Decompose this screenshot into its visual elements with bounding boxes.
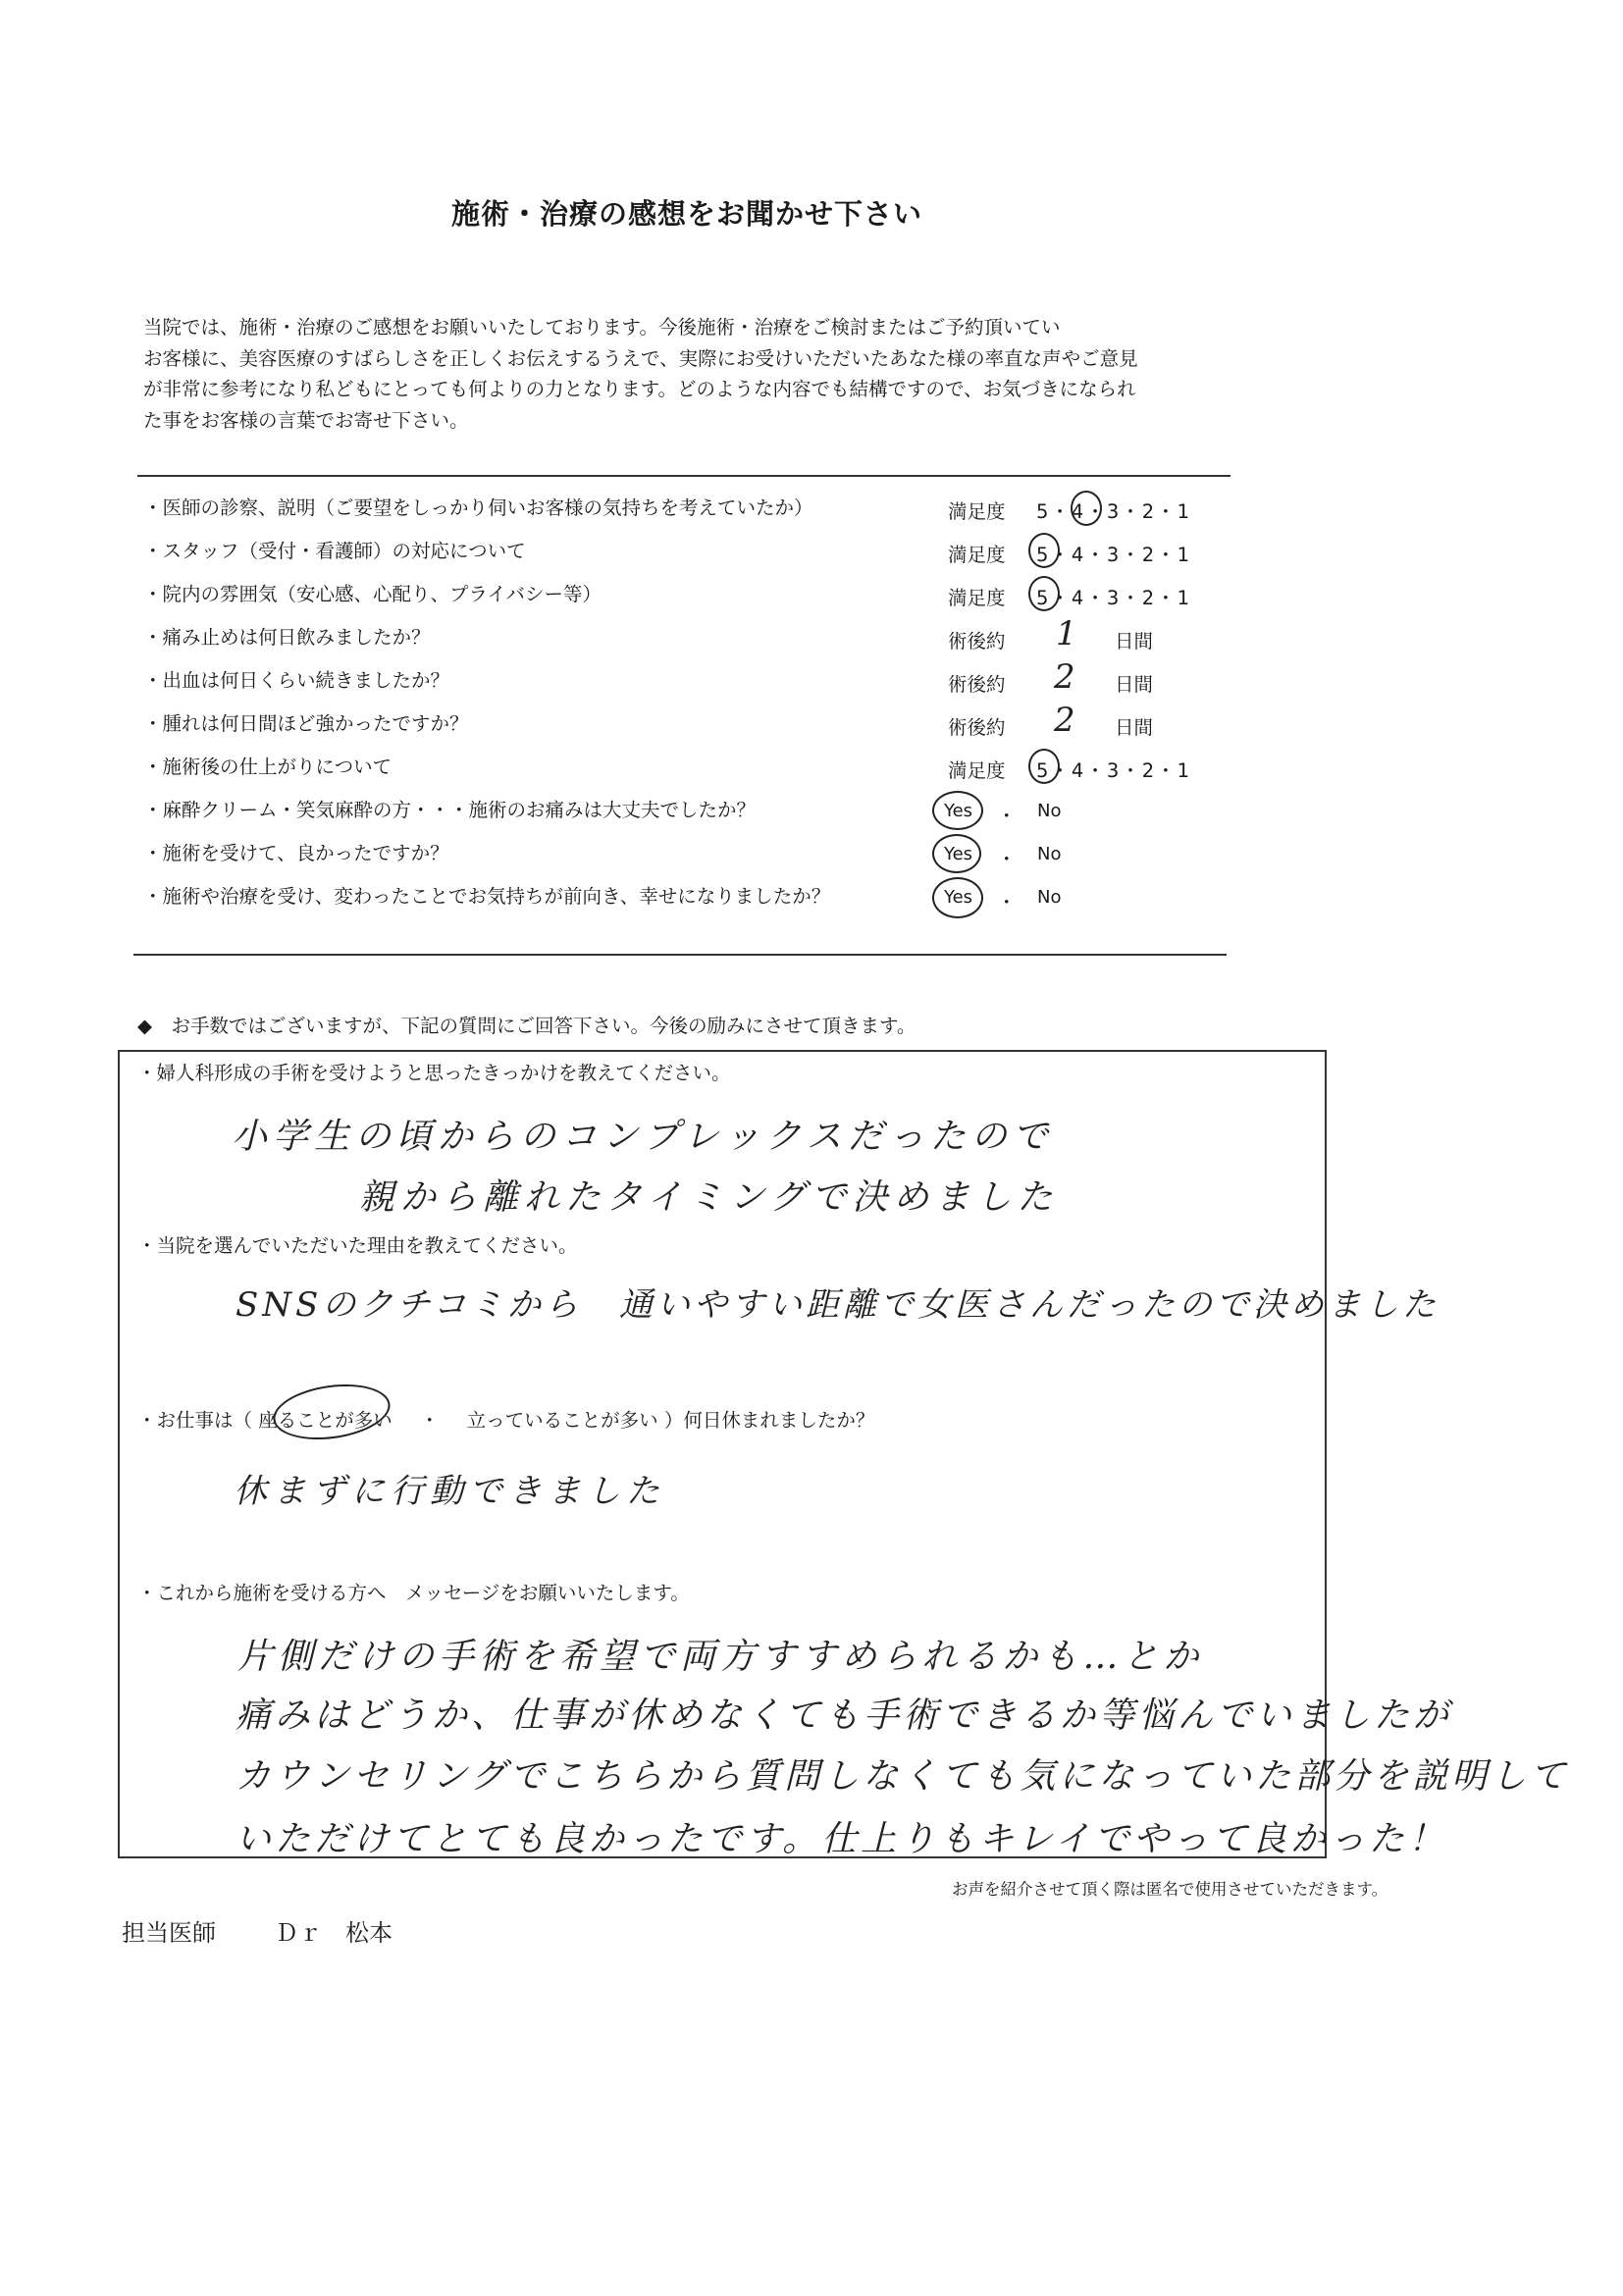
no-option: No [1037, 844, 1062, 864]
handwritten-answer: カウンセリングでこちらから質問しなくても気になっていた部分を説明して [236, 1756, 1570, 1797]
yes-selected-circle [932, 834, 981, 873]
option-separator: ・ [997, 848, 1017, 870]
handwritten-answer: 親から離れたタイミングで決めました [359, 1177, 1059, 1218]
section-header: ◆ お手数ではございますが、下記の質問にご回答下さい。今後の励みにさせて頂きます。 [137, 1015, 916, 1037]
handwritten-answer: 休まずに行動できました [234, 1472, 665, 1511]
intro-line: 当院では、施術・治療のご感想をお願いいたしております。今後施術・治療をご検討またはご予約頂いてい [143, 316, 1061, 339]
satisfaction-label: 満足度 [948, 759, 1006, 782]
question-clinic-atmosphere: ・院内の雰囲気（安心感、心配り、プライバシー等） [143, 583, 602, 605]
satisfaction-label: 満足度 [948, 500, 1006, 523]
question-satisfied-with-treatment: ・施術を受けて、良かったですか？ [143, 842, 449, 864]
satisfaction-label: 満足度 [948, 587, 1006, 609]
yes-selected-circle [932, 791, 983, 830]
question-staff-response: ・スタッフ（受付・看護師）の対応について [143, 540, 526, 562]
selected-rating-circle [1028, 749, 1060, 784]
question-reason-for-clinic: ・当院を選んでいただいた理由を教えてください。 [137, 1234, 578, 1257]
question-work-style [137, 1405, 874, 1433]
survey-top-rule [137, 475, 1230, 477]
anonymity-note: お声を紹介させて頂く際は匿名で使用させていただきます。 [952, 1880, 1388, 1899]
question-finish-result: ・施術後の仕上がりについて [143, 756, 393, 778]
days-label: 日間 [1115, 716, 1154, 739]
intro-paragraph [143, 312, 1242, 436]
satisfaction-scale: 5・4・3・2・1 [1036, 759, 1192, 782]
survey-bottom-rule [133, 954, 1227, 956]
option-separator: ・ [419, 1409, 440, 1432]
yes-selected-circle [932, 877, 983, 918]
page-title: 施術・治療の感想をお聞かせ下さい [450, 197, 922, 231]
question-bleeding-days: ・出血は何日くらい続きましたか？ [143, 669, 450, 692]
selected-rating-circle [1028, 533, 1060, 568]
intro-line: が非常に参考になり私どもにとっても何よりの力となります。どのような内容でも結構ですので、お気づきになられ [143, 378, 1136, 400]
post-op-label: 術後約 [948, 673, 1006, 696]
selected-rating-circle [1071, 491, 1102, 526]
yes-option: Yes [944, 887, 973, 908]
handwritten-answer: 片側だけの手術を希望で両方すすめられるかも…とか [237, 1637, 1204, 1677]
selected-rating-circle [1028, 576, 1060, 611]
no-option: No [1037, 887, 1062, 908]
yes-option: Yes [944, 801, 973, 821]
satisfaction-scale: 5・4・3・2・1 [1036, 500, 1192, 523]
work-question-start: ・お仕事は（ [137, 1409, 253, 1432]
handwritten-answer: SNSのクチコミから 通いやすい距離で女医さんだったので決めました [236, 1285, 1440, 1325]
question-reason-for-surgery: ・婦人科形成の手術を受けようと思ったきっかけを教えてください。 [137, 1062, 731, 1084]
doctor-label: 担当医師 [122, 1919, 216, 1947]
question-doctor-explanation: ・医師の診察、説明（ご要望をしっかり伺いお客様の気持ちを考えていたか） [143, 496, 813, 519]
question-message-to-others: ・これから施術を受ける方へ メッセージをお願いいたします。 [137, 1582, 690, 1604]
yes-option: Yes [944, 844, 973, 864]
question-anesthesia-pain: ・麻酔クリーム・笑気麻酔の方・・・施術のお痛みは大丈夫でしたか？ [143, 799, 757, 821]
satisfaction-scale: 5・4・3・2・1 [1036, 544, 1192, 566]
post-op-label: 術後約 [948, 716, 1006, 739]
work-question-end: ）何日休まれましたか？ [663, 1409, 875, 1432]
doctor-name: Ｄｒ 松本 [275, 1919, 393, 1947]
handwritten-answer: いただけてとても良かったです。仕上りもキレイでやって良かった！ [236, 1819, 1447, 1859]
post-op-label: 術後約 [948, 630, 1006, 652]
intro-line: お客様に、美容医療のすばらしさを正しくお伝えするうえで、実際にお受けいただいたあなた様の率直な声やご意見 [143, 346, 1138, 370]
handwritten-days-answer: 2 [1054, 657, 1081, 697]
option-separator: ・ [997, 891, 1017, 913]
handwritten-days-answer: 2 [1054, 701, 1081, 740]
handwritten-answer: 痛みはどうか、仕事が休めなくても手術できるか等悩んでいましたが [236, 1696, 1453, 1736]
intro-line: た事をお客様の言葉でお寄せ下さい。 [143, 408, 469, 432]
question-painkiller-days: ・痛み止めは何日飲みましたか？ [143, 626, 431, 649]
option-separator: ・ [997, 805, 1017, 827]
satisfaction-scale: 5・4・3・2・1 [1036, 587, 1192, 609]
work-option-standing: 立っていることが多い [466, 1409, 658, 1432]
handwritten-answer: 小学生の頃からのコンプレックスだったので [232, 1117, 1054, 1157]
question-feeling-positive: ・施術や治療を受け、変わったことでお気持ちが前向き、幸せになりましたか？ [143, 885, 831, 908]
question-swelling-days: ・腫れは何日間ほど強かったですか？ [143, 712, 469, 735]
days-label: 日間 [1115, 630, 1154, 652]
no-option: No [1037, 801, 1062, 821]
days-label: 日間 [1115, 673, 1154, 696]
work-option-sitting: 座ることが多い [258, 1409, 393, 1432]
handwritten-days-answer: 1 [1056, 614, 1083, 653]
satisfaction-label: 満足度 [948, 544, 1006, 566]
